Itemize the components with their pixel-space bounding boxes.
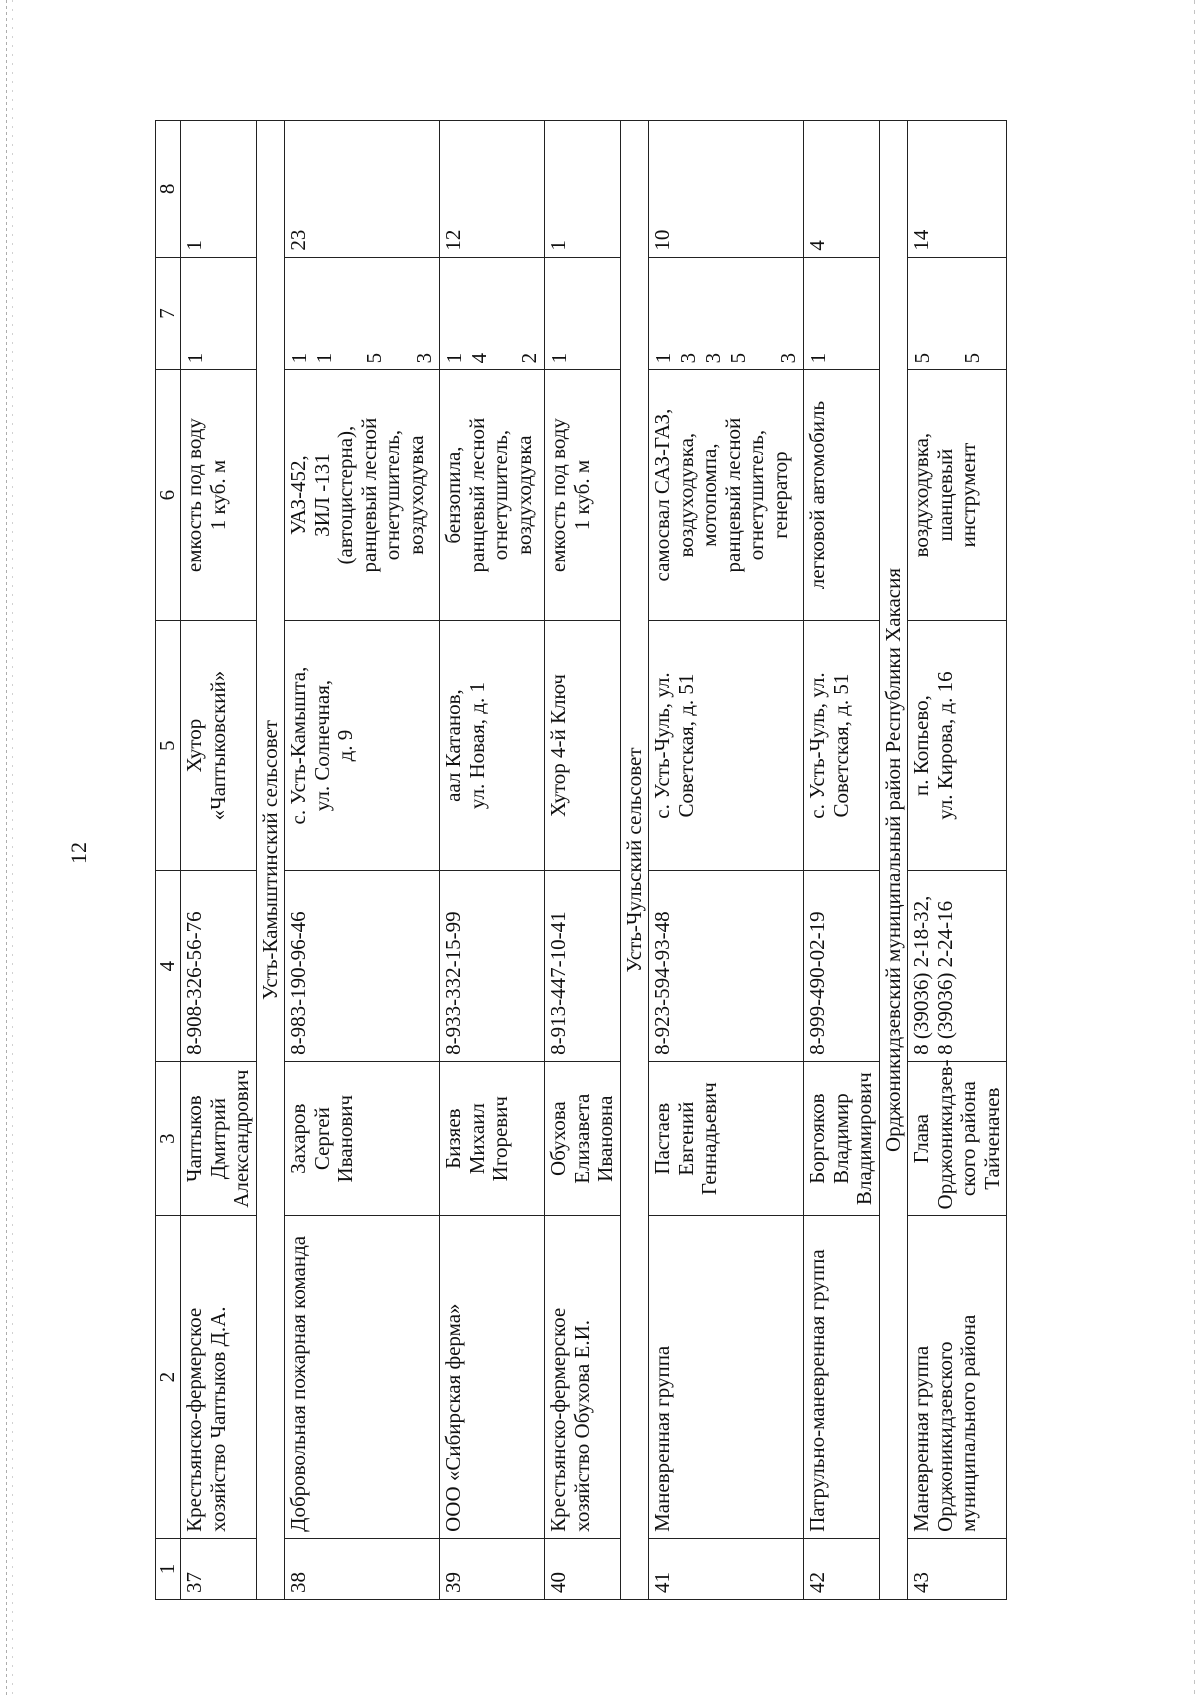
count-value: 5 [362, 352, 387, 364]
count-value: 5 [726, 352, 751, 364]
address-cell [285, 620, 440, 870]
count-value: 3 [676, 352, 701, 364]
cell-line: д. 9 [333, 729, 358, 762]
address-cell [804, 620, 880, 870]
cell-line: Александрович [229, 1069, 254, 1208]
phone-cell [440, 871, 545, 1062]
table-row [545, 121, 621, 1600]
cell-line: 8-999-490-02-19 [805, 911, 830, 1055]
responsible-person-cell [908, 1061, 1007, 1216]
cell-line: воздуходувка, [673, 432, 698, 558]
row-number-cell: 39 [440, 1538, 545, 1599]
cell-line: с. Усть-Чуль, ул. [650, 672, 675, 819]
cell-line: ского района [956, 1081, 981, 1197]
cell-line: Дмитрий [205, 1098, 230, 1180]
cell-line: Глава [909, 1114, 934, 1164]
organization-cell: Патрульно-маневренная группа [804, 1216, 880, 1538]
personnel-total-cell: 1 [545, 121, 621, 258]
equipment-cell [908, 370, 1007, 620]
cell-line: 8-913-447-10-41 [546, 911, 571, 1055]
count-value: 1 [287, 352, 312, 364]
cell-line: огнетушитель, [488, 429, 513, 561]
cell-line: ул. Новая, д. 1 [464, 682, 489, 810]
cell-line: Хутор 4-й Ключ [546, 674, 571, 817]
cell-line: Владимирович [852, 1072, 877, 1206]
table-row [181, 121, 257, 1600]
cell-line: Орджоникидзев- [932, 1059, 957, 1210]
table-row [285, 121, 440, 1600]
responsible-person-cell [545, 1061, 621, 1216]
table-row [804, 121, 880, 1600]
count-value [492, 264, 517, 364]
count-value [337, 264, 362, 364]
cell-line: шанцевый [932, 448, 957, 542]
row-number-cell: 43 [908, 1538, 1007, 1599]
organization-cell: Маневренная группа Орджоникидзевского муниципального района [908, 1216, 1007, 1538]
cell-line: воздуходувка, [909, 432, 934, 558]
count-value: 4 [467, 352, 492, 364]
cell-line: 8 (39036) 2-24-16 [932, 900, 957, 1055]
cell-line: ранцевый лесной [356, 417, 381, 573]
count-value: 3 [412, 352, 437, 364]
equipment-cell [649, 370, 804, 620]
phone-cell [285, 871, 440, 1062]
cell-line: Чаптыков [182, 1095, 206, 1183]
cell-line: п. Копьево, [909, 695, 934, 796]
cell-line: бензопила, [441, 446, 466, 544]
cell-line: ул. Кирова, д. 16 [932, 671, 957, 820]
equipment-count-cell [545, 257, 621, 370]
count-value [387, 264, 412, 364]
cell-line: 1 куб. м [205, 459, 230, 531]
cell-line: Обухова [546, 1101, 571, 1177]
cell-line: Бизяев [441, 1108, 466, 1169]
equipment-count-cell [285, 257, 440, 370]
phone-cell [545, 871, 621, 1062]
count-value: 2 [517, 352, 542, 364]
row-number-cell: 38 [285, 1538, 440, 1599]
responsible-person-cell [649, 1061, 804, 1216]
cell-line: Ивановна [593, 1095, 618, 1182]
count-value: 1 [312, 352, 337, 364]
equipment-cell [181, 370, 257, 620]
personnel-total-cell: 23 [285, 121, 440, 258]
column-number: 5 [156, 620, 181, 870]
cell-line: огнетушитель, [380, 429, 405, 561]
column-number: 1 [156, 1538, 181, 1599]
cell-line: Боргояков [805, 1093, 830, 1184]
cell-line: УАЗ-452, [286, 455, 311, 535]
count-value: 5 [910, 352, 935, 364]
column-number: 8 [156, 121, 181, 258]
cell-line: Владимир [828, 1093, 853, 1185]
phone-cell [804, 871, 880, 1062]
scan-edge-left [6, 0, 7, 1698]
resources-table [155, 120, 1007, 1600]
cell-line: 8-923-594-93-48 [650, 911, 675, 1055]
column-number-row [156, 121, 181, 1600]
cell-line: Пастаев [650, 1102, 675, 1175]
equipment-count-cell [440, 257, 545, 370]
responsible-person-cell [440, 1061, 545, 1216]
cell-line: Сергей [309, 1107, 334, 1171]
cell-line: Захаров [286, 1103, 311, 1174]
cell-line: с. Усть-Чуль, ул. [805, 672, 830, 819]
count-value: 1 [806, 352, 831, 364]
equipment-cell [545, 370, 621, 620]
organization-cell: Добровольная пожарная команда [285, 1216, 440, 1538]
row-number-cell: 42 [804, 1538, 880, 1599]
cell-line: ранцевый лесной [464, 417, 489, 573]
cell-line: инструмент [956, 442, 981, 548]
count-value: 1 [547, 352, 572, 364]
cell-line: 8-933-332-15-99 [441, 911, 466, 1055]
section-row [620, 121, 649, 1600]
scan-edge-left-secondary [12, 0, 13, 1698]
cell-line: легковой автомобиль [805, 400, 830, 590]
page-number: 12 [66, 842, 91, 864]
personnel-total-cell: 14 [908, 121, 1007, 258]
equipment-cell [804, 370, 880, 620]
personnel-total-cell: 12 [440, 121, 545, 258]
equipment-count-cell [908, 257, 1007, 370]
responsible-person-cell [804, 1061, 880, 1216]
cell-line: аал Катанов, [441, 689, 466, 802]
cell-line: воздуходувка [511, 435, 536, 555]
responsible-person-cell [285, 1061, 440, 1216]
organization-cell: ООО «Сибирская ферма» [440, 1216, 545, 1538]
section-row [879, 121, 908, 1600]
cell-line: Елизавета [569, 1093, 594, 1184]
count-value [751, 264, 776, 364]
cell-line: Иванович [333, 1094, 358, 1183]
personnel-total-cell: 1 [181, 121, 257, 258]
section-title: Орджоникидзевский муниципальный район Республики Хакасия [879, 121, 908, 1600]
cell-line: Евгений [673, 1101, 698, 1176]
column-number: 7 [156, 257, 181, 370]
cell-line: Игоревич [488, 1096, 513, 1182]
table-row [440, 121, 545, 1600]
cell-line: (автоцистерна), [333, 425, 358, 565]
cell-line: ЗИЛ -131 [309, 453, 334, 537]
cell-line: Советская, д. 51 [828, 673, 853, 818]
cell-line: Тайченачев [979, 1087, 1004, 1190]
column-number: 3 [156, 1061, 181, 1216]
table-row [649, 121, 804, 1600]
rotated-table-container [155, 120, 1105, 1600]
cell-line: Хутор [182, 718, 206, 773]
organization-cell: Маневренная группа [649, 1216, 804, 1538]
count-value: 1 [183, 352, 207, 364]
cell-line: 1 куб. м [569, 459, 594, 531]
section-title: Усть-Чульский сельсовет [620, 121, 649, 1600]
cell-line: Советская, д. 51 [673, 673, 698, 818]
count-value: 1 [651, 352, 676, 364]
equipment-cell [440, 370, 545, 620]
cell-line: Геннадьевич [697, 1082, 722, 1196]
cell-line: мотопомпа, [697, 443, 722, 547]
table-row [908, 121, 1007, 1600]
section-row [256, 121, 285, 1600]
row-number-cell: 41 [649, 1538, 804, 1599]
personnel-total-cell: 10 [649, 121, 804, 258]
organization-cell: Крестьянско-фермерское хозяйство Обухова Е.И. [545, 1216, 621, 1538]
cell-line: ул. Солнечная, [309, 679, 334, 812]
address-cell [545, 620, 621, 870]
cell-line: огнетушитель, [744, 429, 769, 561]
cell-line: 8-983-190-96-46 [286, 911, 311, 1055]
organization-cell: Крестьянско-фермерское хозяйство Чаптыков Д.А. [181, 1216, 257, 1538]
equipment-count-cell [804, 257, 880, 370]
cell-line: с. Усть-Камышта, [286, 666, 311, 825]
section-title: Усть-Камыштинский сельсовет [256, 121, 285, 1600]
equipment-cell [285, 370, 440, 620]
cell-line: «Чаптыковский» [205, 670, 230, 821]
cell-line: самосвал САЗ-ГАЗ, [650, 408, 675, 582]
equipment-count-cell [649, 257, 804, 370]
cell-line: емкость под воду [546, 418, 571, 573]
count-value: 1 [442, 352, 467, 364]
column-number: 2 [156, 1216, 181, 1538]
cell-line: воздуходувка [403, 435, 428, 555]
address-cell [181, 620, 257, 870]
phone-cell [649, 871, 804, 1062]
count-value: 5 [960, 352, 985, 364]
equipment-count-cell [181, 257, 257, 370]
cell-line: 8 (39036) 2-18-32, [909, 895, 934, 1055]
scan-edge-right [1194, 0, 1195, 1698]
row-number-cell: 40 [545, 1538, 621, 1599]
count-value: 3 [776, 352, 801, 364]
responsible-person-cell [181, 1061, 257, 1216]
address-cell [908, 620, 1007, 870]
cell-line: ранцевый лесной [720, 417, 745, 573]
personnel-total-cell: 4 [804, 121, 880, 258]
table-body [181, 121, 1007, 1600]
row-number-cell: 37 [181, 1538, 257, 1599]
cell-line: емкость под воду [182, 418, 206, 573]
cell-line: Михаил [464, 1103, 489, 1175]
address-cell [440, 620, 545, 870]
count-value [935, 264, 960, 364]
count-value: 3 [701, 352, 726, 364]
phone-cell [908, 871, 1007, 1062]
cell-line: 8-908-326-56-76 [182, 911, 206, 1055]
phone-cell [181, 871, 257, 1062]
address-cell [649, 620, 804, 870]
cell-line: генератор [767, 451, 792, 539]
column-number: 4 [156, 871, 181, 1062]
column-number: 6 [156, 370, 181, 620]
